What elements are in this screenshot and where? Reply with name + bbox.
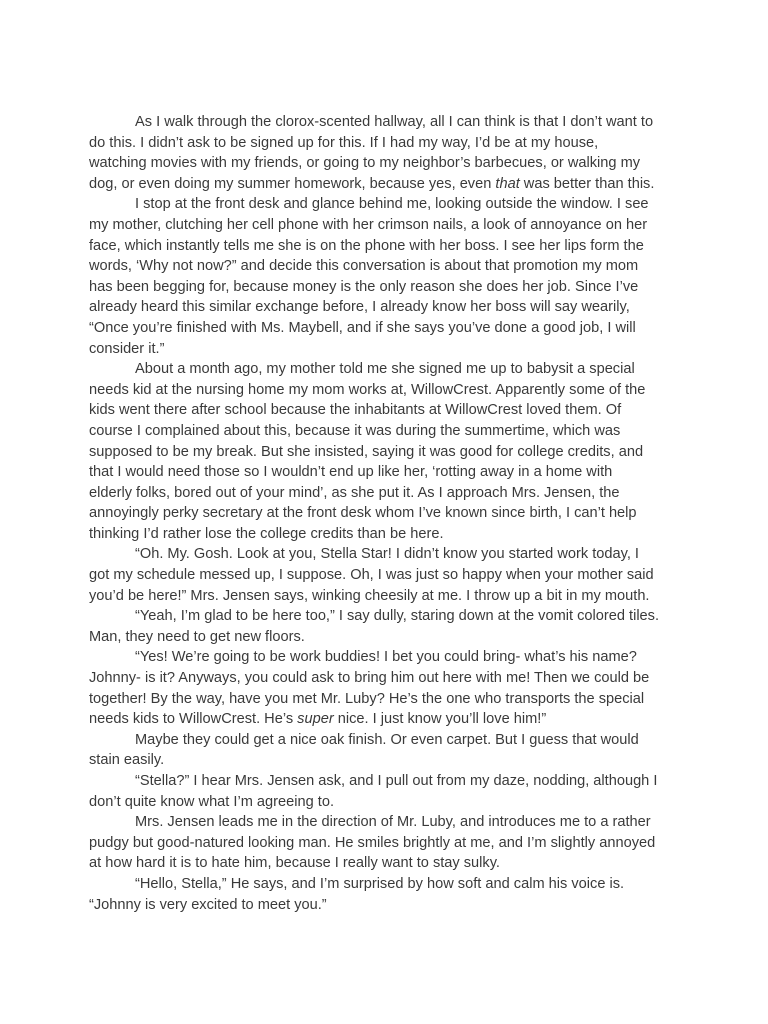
text-segment: stain easily. <box>89 752 165 769</box>
text-line <box>89 153 679 174</box>
text-line <box>89 503 679 524</box>
text-line <box>89 400 679 421</box>
text-segment: nice. I just know you’ll love him!” <box>333 711 547 728</box>
text-line <box>89 421 679 442</box>
text-line <box>89 318 679 339</box>
text-segment: elderly folks, bored out of your mind’, as she put it. As I approach Mrs. Jensen, the <box>89 484 620 501</box>
paragraph <box>89 112 679 194</box>
text-segment: that I would need those so I wouldn’t end up like her, ‘rotting away in a home with <box>89 464 613 481</box>
paragraph <box>89 647 679 729</box>
text-line <box>89 133 679 154</box>
text-segment: watching movies with my friends, or going to my neighbor’s barbecues, or walking my <box>89 155 641 172</box>
text-segment: at how hard it is to hate him, because I really want to stay sulky. <box>89 855 500 872</box>
text-segment: I stop at the front desk and glance behind me, looking outside the window. I see <box>135 196 649 213</box>
text-line <box>89 586 679 607</box>
paragraph <box>89 544 679 606</box>
text-line <box>89 812 679 833</box>
text-line <box>89 194 679 215</box>
text-segment: my mother, clutching her cell phone with her crimson nails, a look of annoyance on her <box>89 216 648 233</box>
text-line <box>89 442 679 463</box>
text-segment: Man, they need to get new floors. <box>89 628 305 645</box>
text-line <box>89 277 679 298</box>
paragraph <box>89 606 679 647</box>
text-segment: needs kid at the nursing home my mom works at, WillowCrest. Apparently some of the <box>89 381 646 398</box>
text-line <box>89 174 679 195</box>
text-segment: do this. I didn’t ask to be signed up for this. If I had my way, I’d be at my house, <box>89 134 599 151</box>
text-line <box>89 853 679 874</box>
text-line <box>89 792 679 813</box>
text-segment: consider it.” <box>89 340 165 357</box>
text-segment: was better than this. <box>519 175 655 192</box>
text-line <box>89 627 679 648</box>
text-line <box>89 709 679 730</box>
text-segment: “Oh. My. Gosh. Look at you, Stella Star! I didn’t know you started work today, I <box>135 546 639 563</box>
text-segment: “Yes! We’re going to be work buddies! I bet you could bring- what’s his name? <box>135 649 637 666</box>
paragraph <box>89 812 679 874</box>
paragraph <box>89 730 679 771</box>
text-line <box>89 380 679 401</box>
text-line <box>89 483 679 504</box>
text-segment: Mrs. Jensen leads me in the direction of Mr. Luby, and introduces me to a rather <box>135 814 651 831</box>
text-line <box>89 236 679 257</box>
text-line <box>89 112 679 133</box>
text-segment: “Stella?” I hear Mrs. Jensen ask, and I pull out from my daze, nodding, although I <box>135 773 658 789</box>
text-line <box>89 606 679 627</box>
text-line <box>89 750 679 771</box>
text-segment: “Once you’re finished with Ms. Maybell, and if she says you’ve done a good job, I will <box>89 319 636 336</box>
text-segment: together! By the way, have you met Mr. Luby? He’s the one who transports the special <box>89 690 645 707</box>
text-segment: thinking I’d rather lose the college credits than be here. <box>89 525 444 542</box>
text-segment: words, ‘Why not now?” and decide this conversation is about that promotion my mom <box>89 258 639 275</box>
text-segment: course I complained about this, because it was during the summertime, which was <box>89 422 621 439</box>
paragraph <box>89 194 679 359</box>
text-line <box>89 215 679 236</box>
paragraph <box>89 874 679 915</box>
text-segment: already heard this similar exchange before, I already know her boss will say wearily, <box>89 299 630 316</box>
text-line <box>89 524 679 545</box>
text-line <box>89 359 679 380</box>
text-line <box>89 689 679 710</box>
text-segment: supposed to be my break. But she insisted, saying it was good for college credits, and <box>89 443 644 460</box>
text-segment: annoyingly perky secretary at the front desk whom I’ve known since birth, I can’t help <box>89 505 637 522</box>
text-segment: About a month ago, my mother told me she signed me up to babysit a special <box>135 361 635 378</box>
text-line <box>89 462 679 483</box>
text-segment: Maybe they could get a nice oak finish. Or even carpet. But I guess that would <box>135 731 639 748</box>
text-segment: needs kids to WillowCrest. He’s <box>89 711 298 728</box>
document-page <box>89 112 679 915</box>
text-line <box>89 730 679 751</box>
text-segment: has been begging for, because money is the only reason she does her job. Since I’ve <box>89 278 639 295</box>
italic-text: super <box>297 711 334 728</box>
text-line <box>89 647 679 668</box>
text-segment: As I walk through the clorox-scented hallway, all I can think is that I don’t want to <box>135 114 654 130</box>
text-segment: dog, or even doing my summer homework, because yes, even <box>89 175 496 192</box>
text-segment: pudgy but good-natured looking man. He smiles brightly at me, and I’m slightly annoyed <box>89 834 656 851</box>
text-segment: kids went there after school because the inhabitants at WillowCrest loved them. Of <box>89 402 622 419</box>
text-line <box>89 256 679 277</box>
text-segment: got my schedule messed up, I suppose. Oh, I was just so happy when your mother said <box>89 567 654 584</box>
paragraph <box>89 771 679 812</box>
text-line <box>89 339 679 360</box>
text-line <box>89 895 679 916</box>
italic-text: that <box>495 175 520 192</box>
text-line <box>89 565 679 586</box>
text-line <box>89 544 679 565</box>
text-segment: don’t quite know what I’m agreeing to. <box>89 793 334 810</box>
text-line <box>89 297 679 318</box>
text-line <box>89 833 679 854</box>
text-segment: “Hello, Stella,” He says, and I’m surprised by how soft and calm his voice is. <box>135 875 625 892</box>
paragraph <box>89 359 679 544</box>
text-segment: Johnny- is it? Anyways, you could ask to bring him out here with me! Then we could be <box>89 670 650 687</box>
text-line <box>89 668 679 689</box>
text-line <box>89 874 679 895</box>
text-line <box>89 771 679 792</box>
text-segment: you’d be here!” Mrs. Jensen says, winking cheesily at me. I throw up a bit in my mouth. <box>89 587 650 604</box>
text-segment: “Yeah, I’m glad to be here too,” I say dully, staring down at the vomit colored tiles. <box>135 608 660 625</box>
text-segment: “Johnny is very excited to meet you.” <box>89 896 327 913</box>
text-segment: face, which instantly tells me she is on the phone with her boss. I see her lips form the <box>89 237 644 254</box>
